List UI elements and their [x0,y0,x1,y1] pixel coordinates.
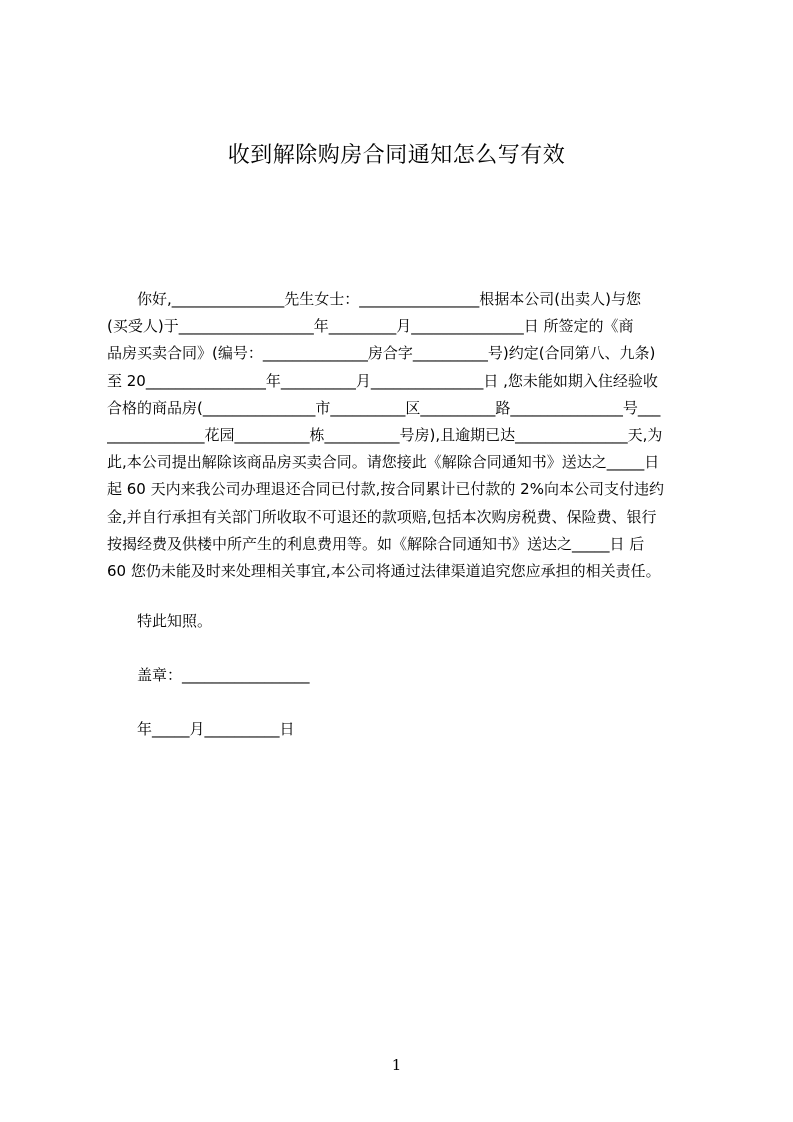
body-line: 按揭经费及供楼中所产生的利息费用等。如《解除合同通知书》送达之_____日 后 [107,534,645,553]
body-line: (买受人)于__________________年_________月_______________日 所签定的《商 [107,317,634,336]
closing-remark: 特此知照。 [137,612,213,630]
body-line: 起 60 天内来我公司办理退还合同已付款,按合同累计已付款的 2%向本公司支付违约 [107,480,664,499]
body-line: 品房买卖合同》(编号：______________房合字__________号)约定(合同第八、九条) [107,344,656,363]
notice-body [107,286,697,585]
body-line: 你好,_______________先生女士：________________根据本公司(出卖人)与您 [107,290,641,308]
document-title: 收到解除购房合同通知怎么写有效 [227,143,566,168]
body-line: 合格的商品房(_______________市__________区__________路_______________号___ [107,398,661,417]
body-line: 60 您仍未能及时来处理相关事宜,本公司将通过法律渠道追究您应承担的相关责任。 [107,561,661,580]
body-line: _____________花园__________栋__________号房),且逾期已达_______________天,为 [107,425,663,444]
body-line: 此,本公司提出解除该商品房买卖合同。请您接此《解除合同通知书》送达之_____日 [107,453,660,472]
page-number: 1 [391,1056,402,1074]
body-line: 金,并自行承担有关部门所收取不可退还的款项赔,包括本次购房税费、保险费、银行 [107,507,657,526]
body-line: 至 20________________年__________月_______________日 ,您未能如期入住经验收 [107,371,658,390]
date-line: 年_____月__________日 [137,720,295,738]
seal-line: 盖章：_________________ [137,666,310,684]
